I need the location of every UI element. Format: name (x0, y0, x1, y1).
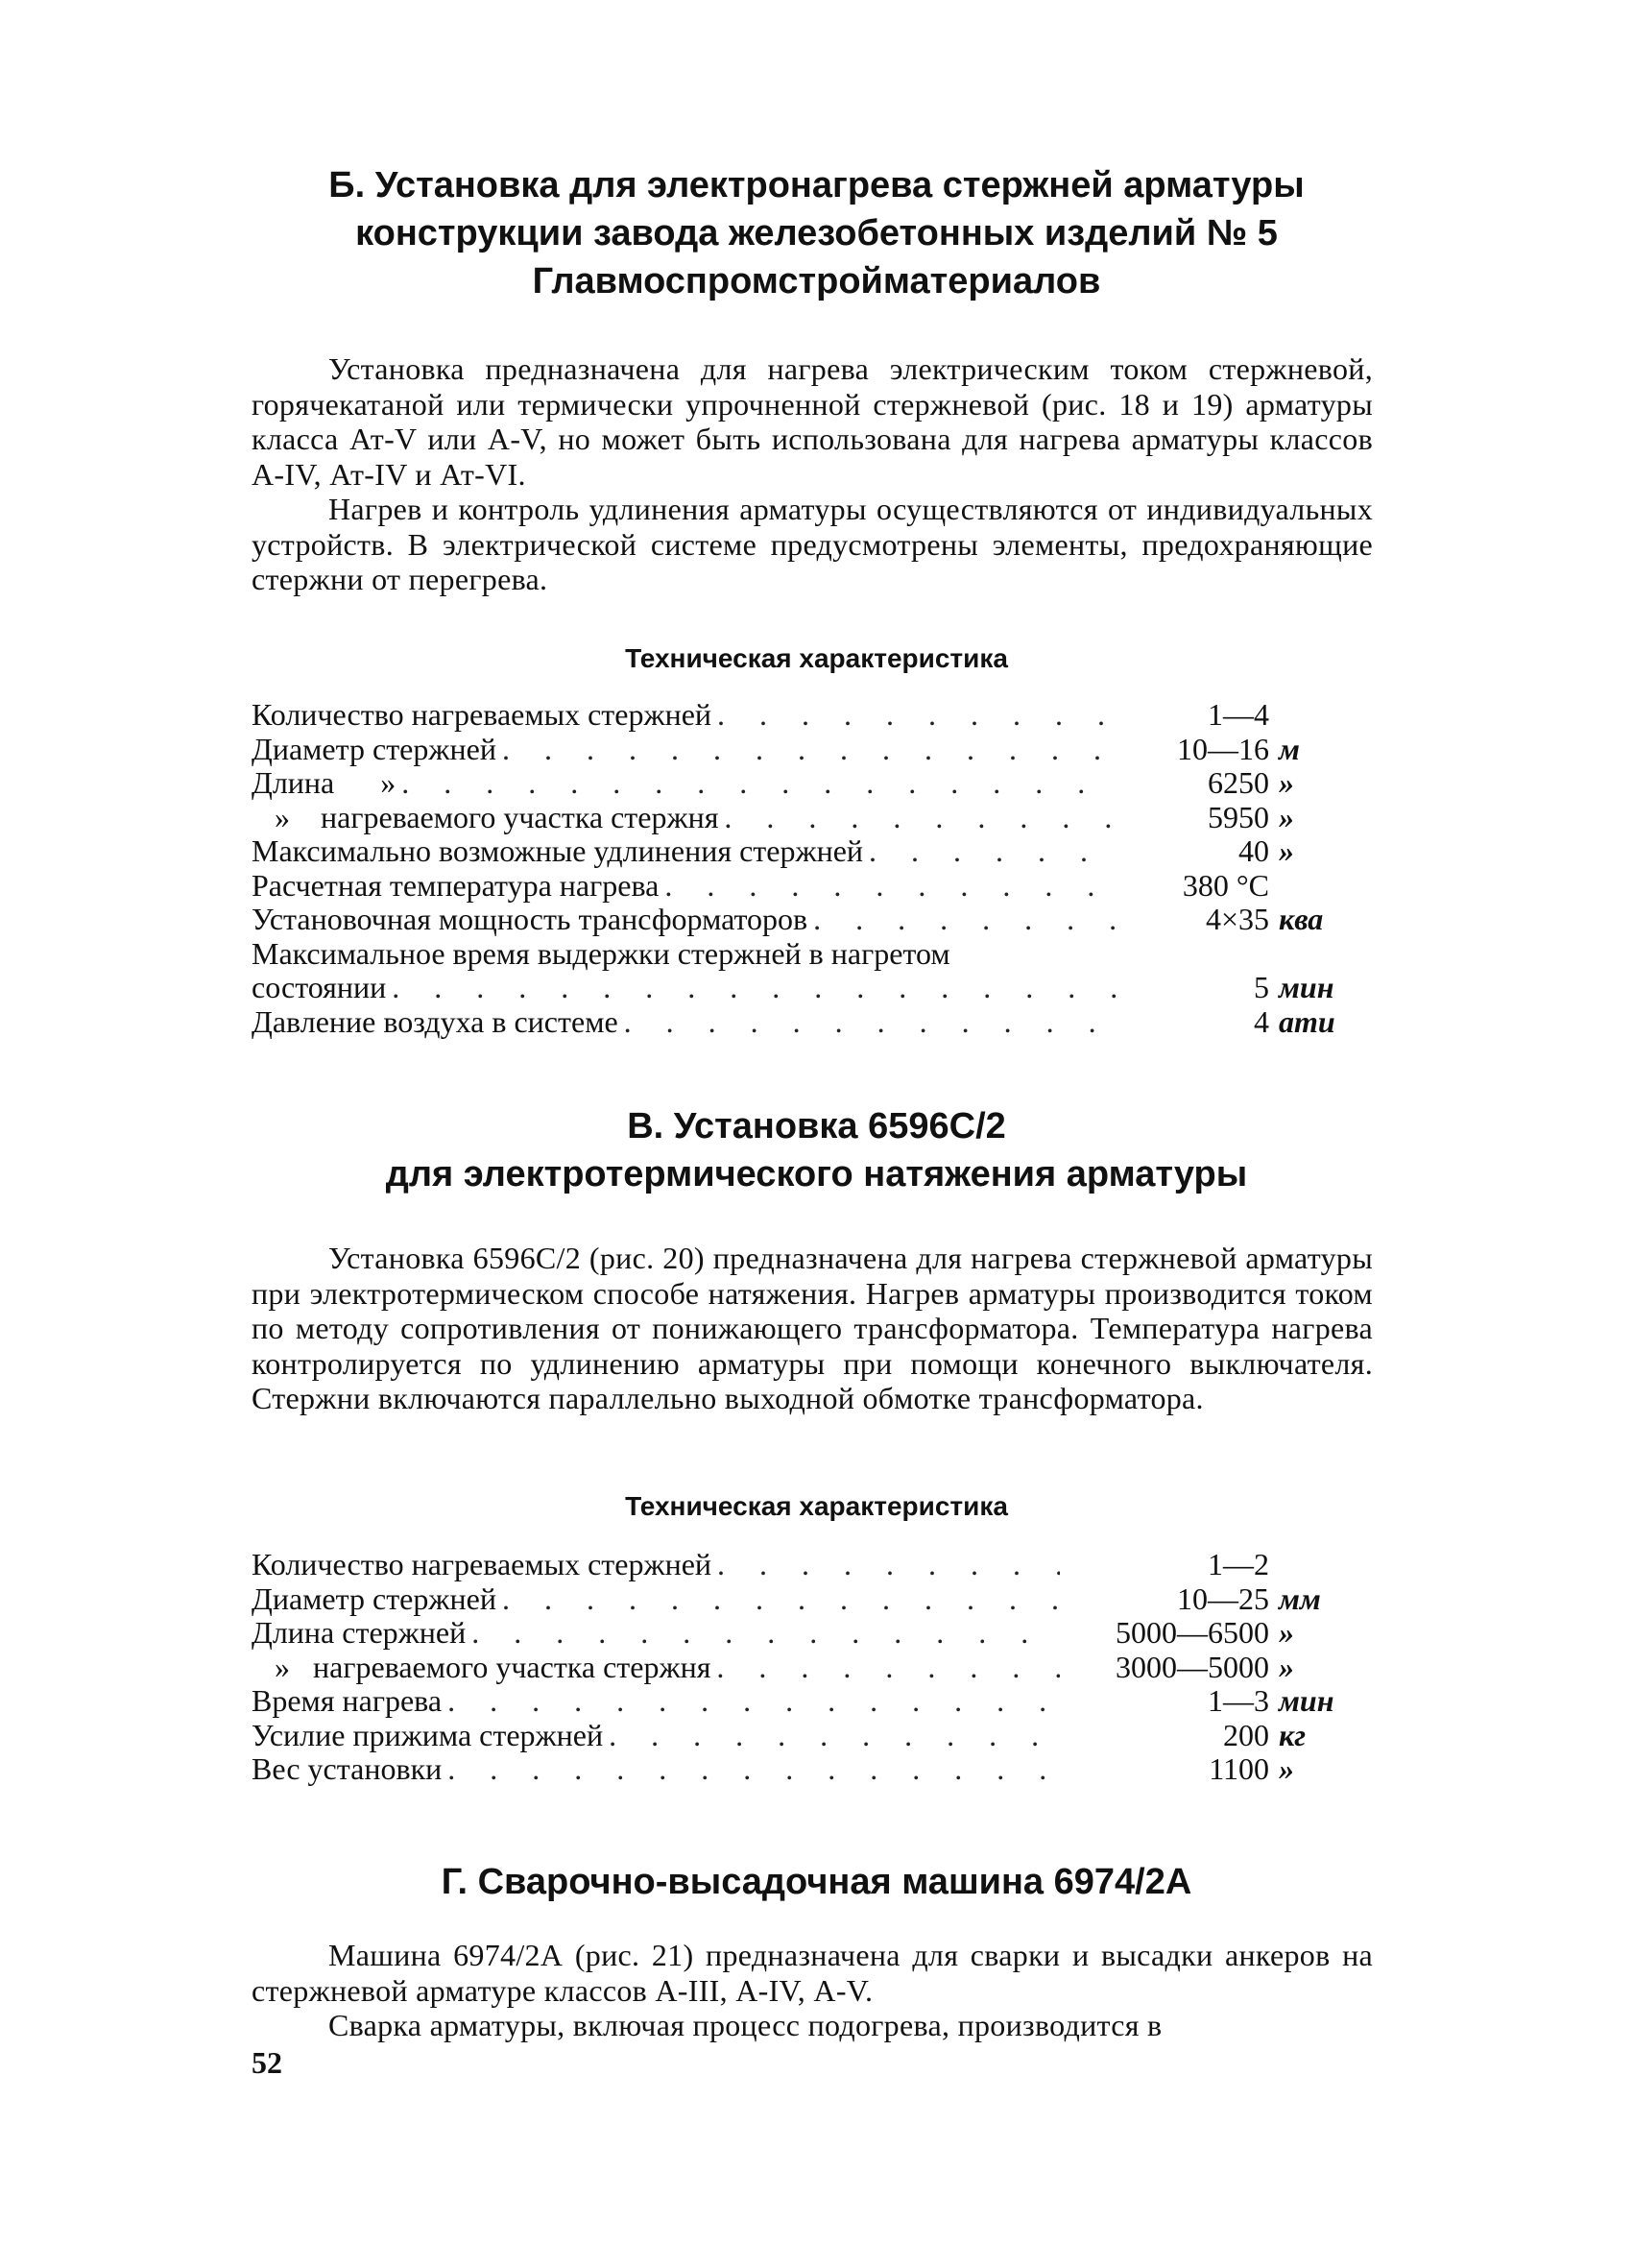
spec-row (252, 698, 1384, 733)
leader-dots (717, 698, 1117, 733)
section-b-spec-list (252, 698, 1384, 1039)
leader-dots (401, 766, 1117, 801)
section-g-paragraph: Машина 6974/2А (рис. 21) предназначена для сварки и высадки анкеров на стержневой арматуре классов А-III, А-IV, А-V. (252, 1938, 1373, 2008)
leader-dots (717, 1548, 1060, 1582)
leader-dots (471, 1616, 1060, 1651)
spec-value: 10—25 (1177, 1580, 1269, 1616)
section-b-title-line: конструкции завода железобетонных изделий № 5 (355, 213, 1278, 253)
spec-unit: кг (1279, 1717, 1307, 1752)
spec-value: 5000—6500 (1116, 1615, 1269, 1650)
spec-row (252, 869, 1384, 904)
section-v-title (192, 1102, 1441, 1198)
spec-unit: » (1279, 1751, 1294, 1786)
spec-name: Диаметр стержней (252, 1580, 496, 1616)
leader-dots (502, 733, 1117, 767)
spec-row (252, 1548, 1384, 1582)
spec-row (252, 1719, 1384, 1753)
spec-unit: мин (1279, 1683, 1334, 1718)
spec-row (252, 834, 1384, 869)
spec-unit: » (1279, 799, 1294, 834)
section-b-paragraph: Установка предназначена для нагрева электрическим током стержневой, горячекатаной или термически упрочненной стержневой (рис. 18 и 19) арматуры класса Ат-V или А-V, но может быть использована для нагрева арматуры классов А-IV, Ат-IV и Ат-VI. (252, 351, 1373, 492)
section-b-spec-title: Техническая характеристика (625, 643, 1008, 673)
leader-dots (664, 869, 1117, 904)
section-b-title (192, 161, 1441, 305)
spec-value: 6250 (1208, 765, 1269, 800)
spec-name: Усилие прижима стержней (252, 1717, 604, 1752)
spec-unit: ати (1279, 1003, 1335, 1039)
leader-dots (502, 1582, 1060, 1617)
section-v-title-line: В. Установка 6596С/2 (627, 1106, 1006, 1146)
spec-name: Количество нагреваемых стержней (252, 1547, 712, 1581)
spec-row (252, 733, 1384, 767)
section-v-paragraph: Установка 6596С/2 (рис. 20) предназначена для нагрева стержневой арматуры при электротермическом способе натяжения. Нагрев арматуры производится током по методу сопротивления от понижающего трансформатора. Температура нагрева контролируется по удлинению арматуры при помощи конечного выключателя. Стержни включаются параллельно выходной обмотке трансформатора. (252, 1241, 1373, 1415)
spec-unit: ква (1279, 902, 1324, 936)
spec-value: 10—16 (1177, 731, 1269, 766)
section-g-title (192, 1858, 1441, 1906)
spec-unit: мм (1279, 1580, 1321, 1616)
spec-value: 4×35 (1205, 902, 1269, 936)
leader-dots (869, 834, 1117, 869)
spec-name: Максимальное время выдержки стержней в нагретом (252, 935, 950, 971)
spec-value: 40 (1238, 833, 1269, 868)
section-b-title-line: Главмоспромстройматериалов (532, 261, 1101, 302)
spec-unit: » (1279, 833, 1294, 868)
leader-dots (609, 1719, 1060, 1753)
spec-row (252, 903, 1384, 937)
section-b-paragraph: Нагрев и контроль удлинения арматуры осуществляются от индивидуальных устройств. В электрической системе предусмотрены элементы, предохраняющие стержни от перегрева. (252, 492, 1373, 596)
spec-name: Длина стержней (252, 1615, 467, 1650)
section-b-title-line: Б. Установка для электронагрева стержней арматуры (328, 165, 1305, 205)
spec-name: Расчетная температура нагрева (252, 867, 660, 903)
spec-name: » нагреваемого участка стержня (252, 799, 719, 834)
section-v-spec-title: Техническая характеристика (625, 1491, 1008, 1521)
section-v-title-line: для электротермического натяжения арматуры (385, 1154, 1248, 1194)
spec-row (252, 1684, 1384, 1719)
spec-row (252, 1005, 1384, 1040)
spec-row (252, 937, 1384, 972)
spec-unit: » (1279, 1649, 1294, 1684)
spec-name: Вес установки (252, 1751, 443, 1786)
spec-name: Максимально возможные удлинения стержней (252, 833, 864, 868)
spec-name: » нагреваемого участка стержня (252, 1649, 711, 1684)
leader-dots (392, 971, 1117, 1005)
section-g-paragraph: Сварка арматуры, включая процесс подогрева, производится в (328, 2008, 1163, 2042)
spec-value: 5950 (1208, 799, 1269, 834)
spec-value: 3000—5000 (1116, 1649, 1269, 1684)
spec-row (252, 1582, 1384, 1617)
spec-unit: мин (1279, 970, 1334, 1004)
spec-row (252, 1651, 1384, 1685)
spec-value: 1—2 (1208, 1547, 1269, 1581)
leader-dots (447, 1752, 1060, 1787)
spec-name: состоянии (252, 970, 387, 1004)
spec-unit: » (1279, 1615, 1294, 1650)
spec-row (252, 766, 1384, 801)
spec-value: 1—3 (1208, 1683, 1269, 1718)
spec-name: Установочная мощность трансформаторов (252, 902, 808, 936)
leader-dots (716, 1651, 1060, 1685)
spec-name: Время нагрева (252, 1683, 443, 1718)
spec-row (252, 971, 1384, 1005)
page-number: 52 (252, 2045, 282, 2080)
spec-value: 200 (1223, 1717, 1269, 1752)
spec-name: Количество нагреваемых стержней (252, 697, 712, 732)
spec-unit: м (1279, 731, 1300, 766)
leader-dots (624, 1005, 1117, 1040)
spec-row (252, 1616, 1384, 1651)
spec-row (252, 1752, 1384, 1787)
spec-value: 4 (1254, 1003, 1269, 1039)
section-v-spec-list (252, 1548, 1384, 1787)
leader-dots (724, 801, 1117, 835)
spec-value: 5 (1254, 970, 1269, 1004)
leader-dots (447, 1684, 1060, 1719)
spec-value: 380 °С (1182, 867, 1269, 903)
section-g-title-line: Г. Сварочно-высадочная машина 6974/2А (441, 1862, 1192, 1902)
spec-name: Длина » (252, 765, 396, 800)
spec-name: Давление воздуха в системе (252, 1003, 618, 1039)
spec-value: 1—4 (1208, 697, 1269, 732)
spec-name: Диаметр стержней (252, 731, 496, 766)
spec-row (252, 801, 1384, 835)
spec-unit: » (1279, 765, 1294, 800)
spec-value: 1100 (1209, 1751, 1269, 1786)
leader-dots (813, 903, 1117, 937)
